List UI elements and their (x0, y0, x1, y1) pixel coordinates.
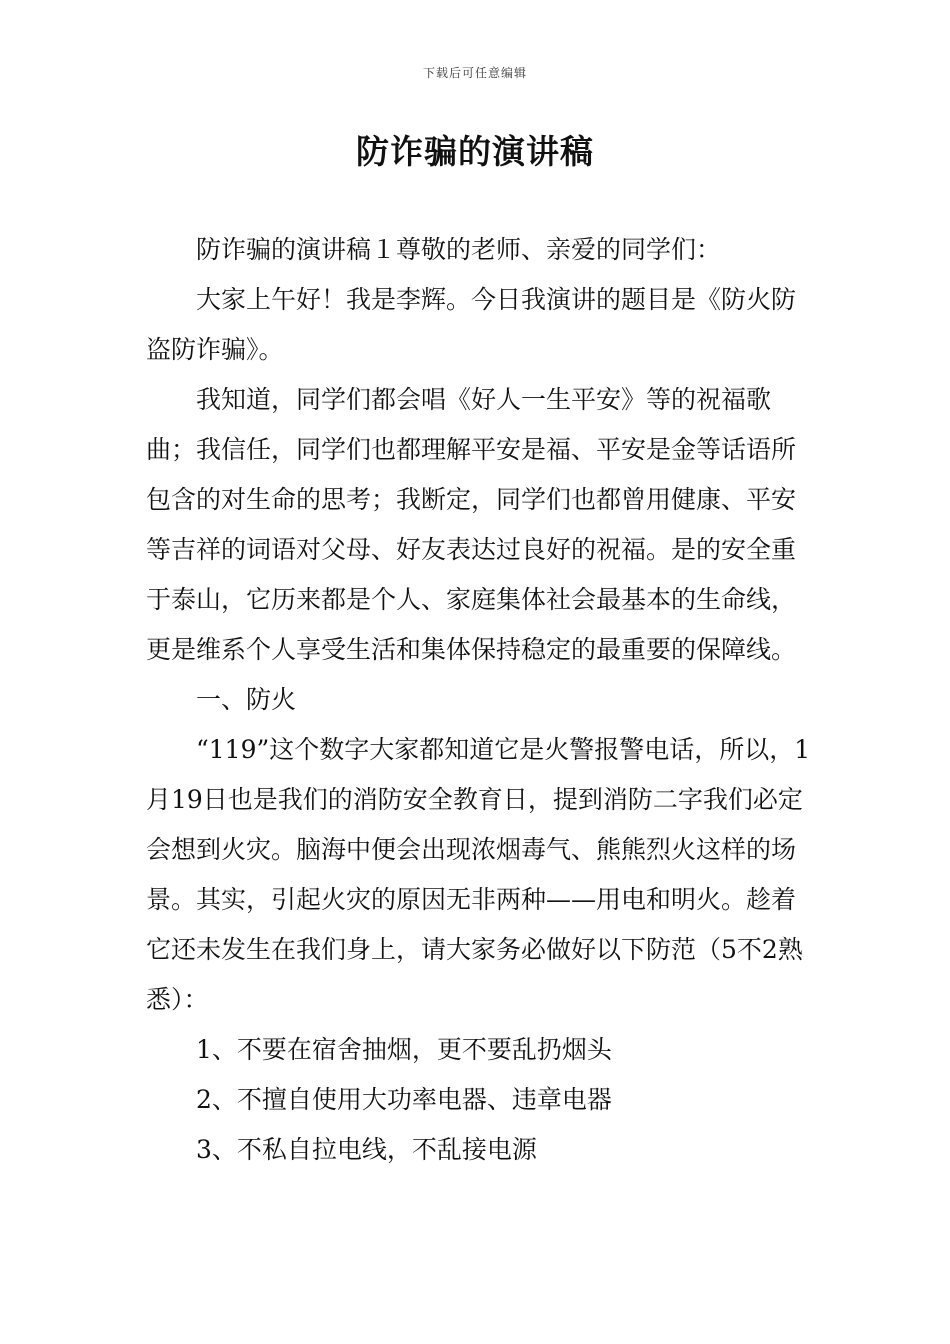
list-item-3: 3、不私自拉电线，不乱接电源 (196, 1135, 537, 1164)
header-note: 下载后可任意编辑 (422, 66, 527, 80)
list-item-2: 2、不擅自使用大功率电器、违章电器 (196, 1085, 612, 1114)
paragraph-fire: “119”这个数字大家都知道它是火警报警电话，所以，1月19日也是我们的消防安全教育日，提到消防二字我们必定会想到火灾。脑海中便会出现浓烟毒气、熊熊烈火这样的场景。其实，引起火灾的原因无非两种——用电和明火。趁着它还未发生在我们身上，请大家务必做好以下防范（5不2熟悉）： (146, 735, 811, 1014)
paragraph-safety: 我知道，同学们都会唱《好人一生平安》等的祝福歌曲；我信任，同学们也都理解平安是福、平安是金等话语所包含的对生命的思考；我断定，同学们也都曾用健康、平安等吉祥的词语对父母、好友表达过良好的祝福。是的安全重于泰山，它历来都是个人、家庭集体社会最基本的生命线，更是维系个人享受生活和集体保持稳定的最重要的保障线。 (146, 385, 797, 664)
document-title: 防诈骗的演讲稿 (356, 132, 594, 171)
document-body (146, 225, 816, 1175)
paragraph-greeting: 大家上午好！我是李辉。今日我演讲的题目是《防火防盗防诈骗》。 (146, 285, 797, 364)
section-heading-fire: 一、防火 (196, 685, 297, 714)
list-item-1: 1、不要在宿舍抽烟，更不要乱扔烟头 (196, 1035, 612, 1064)
paragraph-intro: 防诈骗的演讲稿１尊敬的老师、亲爱的同学们： (196, 235, 722, 264)
